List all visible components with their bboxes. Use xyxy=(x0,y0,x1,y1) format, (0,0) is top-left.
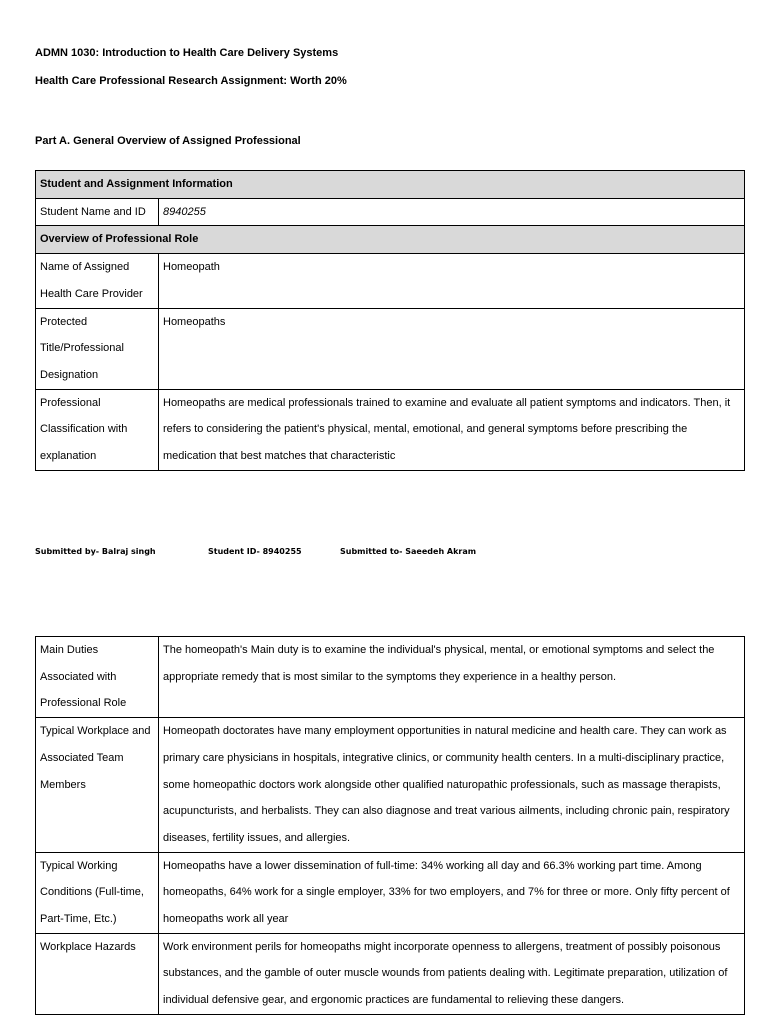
row-label-hazards: Workplace Hazards xyxy=(36,933,159,1014)
row-value-hazards: Work environment perils for homeopaths might incorporate openness to allergens, treatment of possibly poisonous substances, and the gamble of outer muscle wounds from patients dealing with. Legitimate preparation, utilization of individual defensive gear, and ergonomic practices are fundamental to relieving these dangers. xyxy=(159,933,745,1014)
submitted-to: Submitted to- Saeedeh Akram xyxy=(340,547,477,556)
row-label-classification: Professional Classification with explanation xyxy=(36,389,159,470)
row-label-conditions: Typical Working Conditions (Full-time, Part-Time, Etc.) xyxy=(36,852,159,933)
student-id-value: 8940255 xyxy=(159,198,745,226)
assignment-title: Health Care Professional Research Assignment: Worth 20% xyxy=(35,75,347,87)
submitted-by: Submitted by- Balraj singh xyxy=(35,547,156,556)
details-table xyxy=(35,636,745,1015)
row-label-workplace: Typical Workplace and Associated Team Members xyxy=(36,718,159,853)
part-heading: Part A. General Overview of Assigned Professional xyxy=(35,135,301,147)
row-label-title: Protected Title/Professional Designation xyxy=(36,308,159,389)
row-value-workplace: Homeopath doctorates have many employment opportunities in natural medicine and health care. They can work as primary care physicians in hospitals, integrative clinics, or community health centers. In a multi-disciplinary practice, some homeopathic doctors work alongside other qualified naturopathic professionals, such as massage therapists, acupuncturists, and herbalists. They can also diagnose and treat various ailments, including chronic pain, respiratory diseases, fertility issues, and allergies. xyxy=(159,718,745,853)
course-title: ADMN 1030: Introduction to Health Care Delivery Systems xyxy=(35,47,339,59)
row-label-provider: Name of Assigned Health Care Provider xyxy=(36,254,159,308)
row-label-duties: Main Duties Associated with Professional Role xyxy=(36,637,159,718)
row-value-classification: Homeopaths are medical professionals trained to examine and evaluate all patient symptoms and indicators. Then, it refers to considering the patient's physical, mental, emotional, and general symptoms before prescribing the medication that best matches that characteristic xyxy=(159,389,745,470)
section-professional-role: Overview of Professional Role xyxy=(36,226,745,254)
row-value-provider: Homeopath xyxy=(159,254,745,308)
row-value-duties: The homeopath's Main duty is to examine the individual's physical, mental, or emotional symptoms and select the appropriate remedy that is most similar to the symptoms they experience in a healthy person. xyxy=(159,637,745,718)
overview-table xyxy=(35,170,745,471)
row-value-conditions: Homeopaths have a lower dissemination of full-time: 34% working all day and 66.3% working part time. Among homeopaths, 64% work for a single employer, 33% for two employers, and 7% for three or more. Only fifty percent of homeopaths work all year xyxy=(159,852,745,933)
footer-student-id: Student ID- 8940255 xyxy=(208,547,302,556)
row-value-title: Homeopaths xyxy=(159,308,745,389)
section-student-info: Student and Assignment Information xyxy=(36,171,745,199)
student-name-label: Student Name and ID xyxy=(36,198,159,226)
